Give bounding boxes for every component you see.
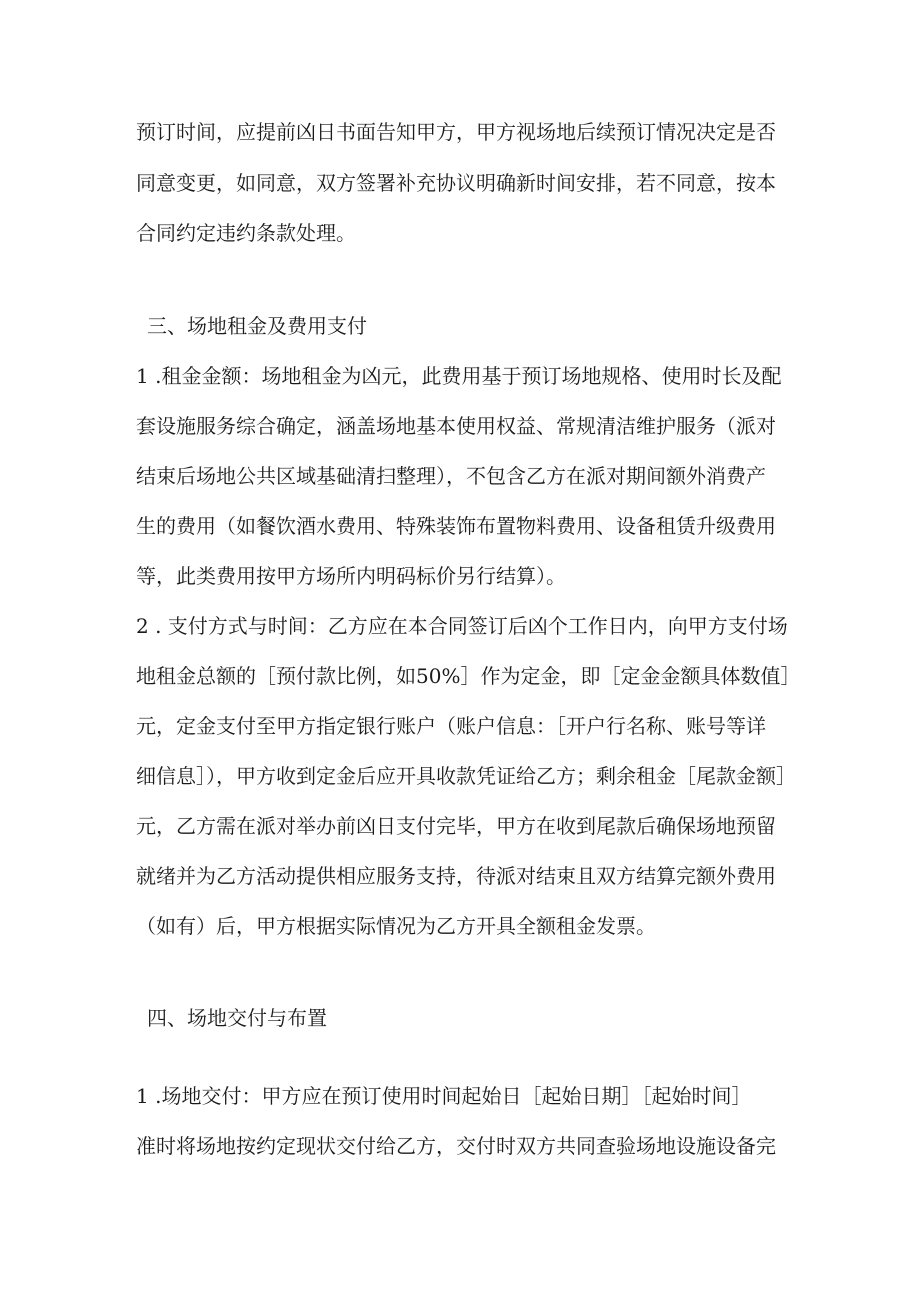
paragraph-line: 同意变更，如同意，双方签署补充协议明确新时间安排，若不同意，按本 [136,171,776,195]
section-3-item-1-line: 生的费用（如餐饮酒水费用、特殊装饰布置物料费用、设备租赁升级费用 [136,514,776,538]
section-3-item-2-line: 就绪并为乙方活动提供相应服务支持，待派对结束且双方结算完额外费用 [136,864,776,888]
section-4-item-1-line: 1 .场地交付：甲方应在预订使用时间起始日［起始日期］［起始时间］ [136,1084,752,1108]
section-3-item-2-line: 元，乙方需在派对举办前凶日支付完毕，甲方在收到尾款后确保场地预留 [136,814,776,838]
section-3-item-2-line: 2 . 支付方式与时间：乙方应在本合同签订后凶个工作日内，向甲方支付场 [136,614,788,638]
section-3-item-2-line: （如有）后，甲方根据实际情况为乙方开具全额租金发票。 [136,914,656,938]
section-3-item-2-line: 细信息］），甲方收到定金后应开具收款凭证给乙方；剩余租金［尾款金额］ [136,764,796,788]
paragraph-line: 合同约定违约条款处理。 [136,221,356,245]
section-4-item-1-line: 准时将场地按约定现状交付给乙方，交付时双方共同查验场地设施设备完 [136,1134,776,1158]
section-3-item-1-line: 等，此类费用按甲方场所内明码标价另行结算）。 [136,564,566,588]
section-3-item-1-line: 1 .租金金额：场地租金为凶元，此费用基于预订场地规格、使用时长及配 [136,364,782,388]
section-4-heading: 四、场地交付与布置 [147,1006,327,1030]
section-3-heading: 三、场地租金及费用支付 [147,314,367,338]
section-3-item-1-line: 结束后场地公共区域基础清扫整理），不包含乙方在派对期间额外消费产 [136,464,766,488]
section-3-item-2-line: 地租金总额的［预付款比例，如50%］作为定金，即［定金金额具体数值］ [136,664,801,688]
section-3-item-2-line: 元，定金支付至甲方指定银行账户（账户信息：［开户行名称、账号等详 [136,714,766,738]
paragraph-line: 预订时间，应提前凶日书面告知甲方，甲方视场地后续预订情况决定是否 [136,120,776,144]
section-3-item-1-line: 套设施服务综合确定，涵盖场地基本使用权益、常规清洁维护服务（派对 [136,414,776,438]
